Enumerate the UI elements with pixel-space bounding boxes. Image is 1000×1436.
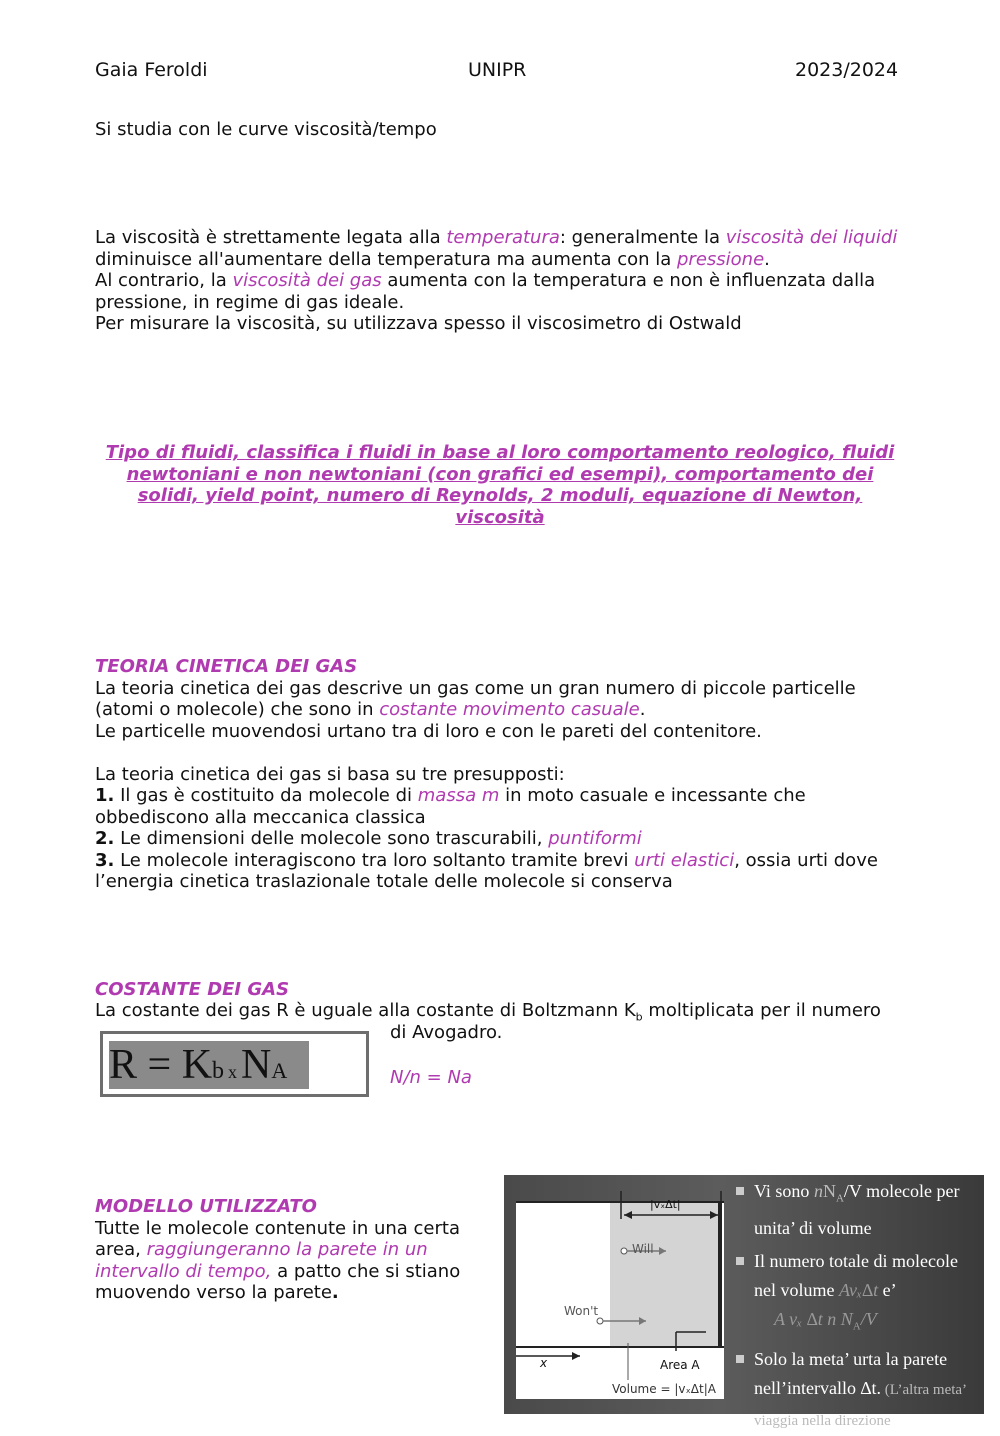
kinetic-line-1: La teoria cinetica dei gas descrive un gas come un gran numero di piccole particelle (atomi o molecole) che sono in costante movimento casuale. [95,677,856,720]
kinetic-line-2: Le particelle muovendosi urtano tra di loro e con le pareti del contenitore. [95,720,762,742]
header-year: 2023/2024 [795,59,899,81]
slide-bullets [736,1177,980,1436]
area-label: Area A [660,1358,700,1372]
kinetic-line-3: La teoria cinetica dei gas si basa su tre presupposti: [95,763,565,785]
kinetic-slide-image [504,1175,984,1430]
kinetic-title: TEORIA CINETICA DEI GAS [95,656,358,677]
volume-label: Volume = |vₓΔt|A [612,1382,716,1396]
bullet-square-icon [736,1257,744,1265]
model-text: Tutte le molecole contenute in una certa area, raggiungeranno la parete in un intervallo di tempo, a patto che si stiano muovendo verso la parete. [95,1217,461,1303]
viscosity-paragraph [95,227,910,335]
bullet-square-icon [736,1355,744,1363]
gas-constant-text-2: di Avogadro. [390,1022,503,1043]
gas-constant-side-note: N/n = Na [390,1067,472,1088]
model-section [95,1196,480,1304]
will-label: Will [632,1242,654,1256]
kinetic-item-2: 2. Le dimensioni delle molecole sono trascurabili, puntiformi [95,828,642,849]
header-university: UNIPR [468,59,527,81]
wall-diagram [516,1198,724,1399]
bullet-square-icon [736,1187,744,1195]
slide-bullet-2: Il numero totale di molecole nel volume Avₓ∆t e’ A vₓ ∆t n $N_A/V$ [736,1247,980,1342]
header-author: Gaia Feroldi [95,59,208,81]
topic-list: Tipo di fluidi, classifica i fluidi in base al loro comportamento reologico, fluidi newtoniani e non newtoniani (con grafici ed esempi), comportamento dei solidi, yield point, numero di Reynolds, 2 moduli, equazione di Newton, viscosità [105,442,895,528]
viscosity-line-1: La viscosità è strettamente legata alla temperatura: generalmente la viscosità dei liquidi diminuisce all'aumentare della temperatura ma aumenta con la pressione. [95,227,898,270]
kinetic-item-3: 3. Le molecole interagiscono tra loro soltanto tramite brevi urti elastici, ossia urti dove l’energia cinetica traslazionale totale delle molecole si conserva [95,849,878,892]
slide-bullet-1: Vi sono $nN_A/V$ molecole per unita’ di volume [736,1177,980,1243]
model-title: MODELLO UTILIZZATO [95,1196,317,1217]
wont-label: Won't [564,1304,599,1318]
gas-constant-title: COSTANTE DEI GAS [95,979,290,1000]
viscosity-line-3: Per misurare la viscosità, su utilizzava spesso il viscosimetro di Ostwald [95,313,742,334]
top-measure-label: |vₓΔt| [650,1198,681,1211]
kinetic-section [95,656,910,893]
gas-constant-text: La costante dei gas R è uguale alla costante di Boltzmann $K_b$ moltiplicata per il numero [95,1000,881,1024]
viscosity-line-2: Al contrario, la viscosità dei gas aumenta con la temperatura e non è influenzata dalla pressione, in regime di gas ideale. [95,270,876,313]
x-axis-label: x [540,1356,548,1370]
slide-bullet-3: Solo la meta’ urta la parete nell’intervallo ∆t. (L’altra meta’ viaggia nella direzione [736,1345,980,1436]
intro-line: Si studia con le curve viscosità/tempo [95,119,437,140]
kinetic-item-1: 1. Il gas è costituito da molecole di massa m in moto casuale e incessante che obbediscono alla meccanica classica [95,785,806,828]
formula-highlight: R = Kb x NA [109,1041,309,1089]
gas-constant-formula [100,1031,369,1097]
